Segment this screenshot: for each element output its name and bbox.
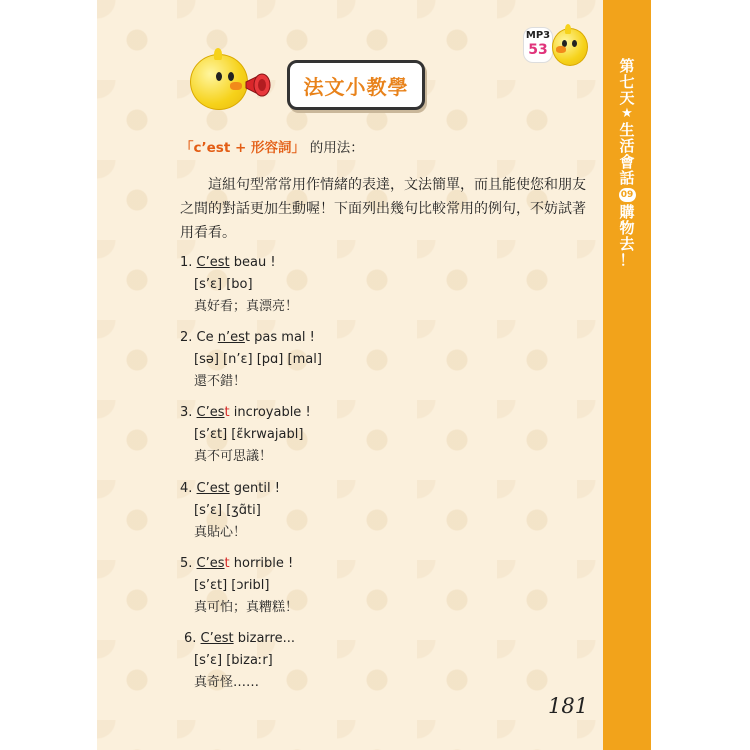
example-chinese: 真好看；真漂亮！ bbox=[194, 299, 299, 314]
mp3-track-number: 53 bbox=[528, 42, 548, 58]
example-french: 1. C’est beau ! bbox=[180, 255, 276, 270]
intro-paragraph bbox=[180, 173, 586, 245]
example-french: 4. C’est gentil ! bbox=[180, 481, 280, 496]
mp3-label: MP3 bbox=[525, 30, 551, 41]
section-title: 法文小教學 bbox=[303, 74, 409, 99]
example-french: 3. C’est incroyable ! bbox=[180, 405, 311, 420]
paragraph-line: 之間的對話更加生動喔！下面列出幾句比較常用的例句，不妨試著 bbox=[180, 201, 586, 217]
example-chinese: 還不錯！ bbox=[194, 374, 247, 389]
megaphone-icon bbox=[244, 72, 274, 98]
example-ipa: [s’ɛt] [ɛ̃krwajabl] bbox=[194, 427, 304, 442]
example-item bbox=[184, 628, 295, 694]
example-french: 5. C’est horrible ! bbox=[180, 556, 294, 571]
mp3-track-badge[interactable] bbox=[523, 27, 553, 63]
side-char: 話 bbox=[619, 169, 635, 187]
side-char: 物 bbox=[619, 219, 635, 237]
side-char: ！ bbox=[619, 251, 635, 269]
example-chinese: 真貼心！ bbox=[194, 525, 247, 540]
lesson-heading bbox=[180, 136, 364, 156]
example-chinese: 真不可思議！ bbox=[194, 449, 273, 464]
example-chinese: 真奇怪…… bbox=[194, 675, 260, 690]
side-char: 活 bbox=[619, 137, 635, 155]
heading-emphasis: 「c’est + 形容詞」 bbox=[180, 140, 305, 156]
example-item bbox=[180, 553, 298, 619]
section-title-box bbox=[287, 60, 425, 110]
example-item bbox=[180, 252, 298, 318]
chapter-side-tab bbox=[603, 0, 651, 750]
example-ipa: [sə] [n’ɛ] [pɑ] [mal] bbox=[194, 352, 322, 367]
paragraph-line: 用看看。 bbox=[180, 225, 236, 241]
side-char: 生 bbox=[619, 121, 635, 139]
example-ipa: [s’ɛ] [bizaːr] bbox=[194, 653, 273, 668]
heading-rest: 的用法： bbox=[309, 140, 364, 156]
example-item bbox=[180, 478, 280, 544]
side-char: 天 bbox=[619, 89, 635, 107]
example-chinese: 真可怕；真糟糕！ bbox=[194, 600, 299, 615]
book-page bbox=[97, 0, 603, 750]
side-char: 購 bbox=[619, 203, 635, 221]
example-ipa: [s’ɛ] [ʒɑ̃ti] bbox=[194, 503, 261, 518]
side-char: 七 bbox=[619, 73, 635, 91]
star-icon: ★ bbox=[621, 106, 633, 121]
chick-mascot-icon bbox=[186, 48, 250, 110]
lesson-number-badge: 09 bbox=[619, 188, 636, 202]
example-french: 6. C’est bizarre... bbox=[184, 631, 295, 646]
example-item bbox=[180, 402, 311, 468]
page-number: 181 bbox=[548, 694, 589, 718]
chapter-side-text bbox=[603, 58, 651, 268]
example-item bbox=[180, 327, 322, 393]
small-chick-icon bbox=[550, 24, 590, 66]
side-char: 去 bbox=[619, 235, 635, 253]
example-ipa: [s’ɛ] [bo] bbox=[194, 277, 253, 292]
example-ipa: [s’ɛt] [ɔribl] bbox=[194, 578, 270, 593]
side-char: 會 bbox=[619, 153, 635, 171]
example-french: 2. Ce n’est pas mal ! bbox=[180, 330, 315, 345]
paragraph-line: 這組句型常常用作情緒的表達，文法簡單，而且能使您和朋友 bbox=[208, 177, 586, 193]
side-char: 第 bbox=[619, 57, 635, 75]
